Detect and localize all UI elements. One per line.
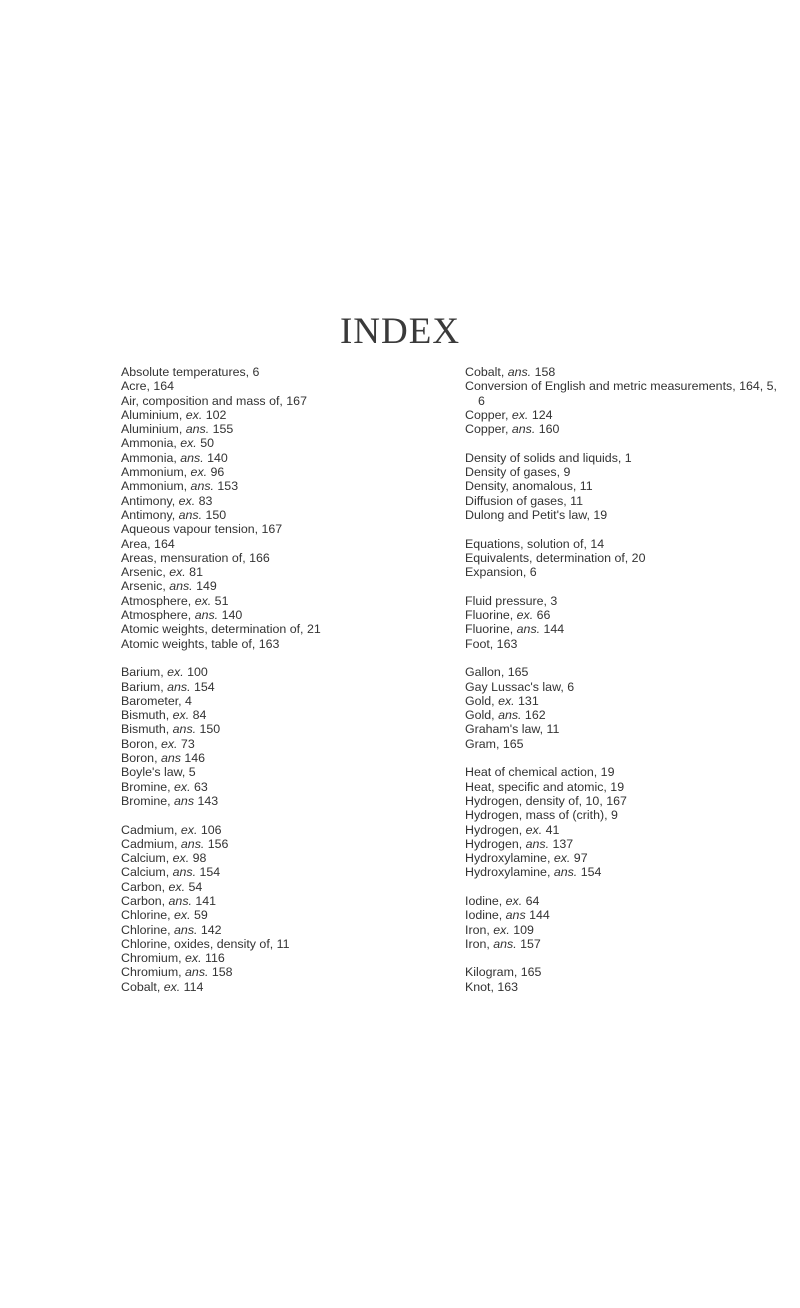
index-entry bbox=[121, 751, 421, 765]
index-entry bbox=[465, 665, 785, 679]
entry-abbreviation: ex. bbox=[553, 851, 571, 866]
entry-text: Aluminium, bbox=[121, 407, 186, 422]
index-entry bbox=[121, 579, 421, 593]
entry-page: 154 bbox=[190, 679, 215, 694]
index-entry bbox=[465, 608, 785, 622]
entry-page: 84 bbox=[189, 708, 207, 723]
index-entry bbox=[121, 737, 421, 751]
entry-abbreviation: ex. bbox=[168, 879, 186, 894]
entry-abbreviation: ans. bbox=[169, 579, 193, 594]
entry-text: Graham's law, 11 bbox=[465, 722, 560, 737]
entry-abbreviation: ans. bbox=[516, 622, 541, 637]
entry-abbreviation: ex. bbox=[160, 736, 178, 751]
index-group bbox=[121, 823, 421, 995]
page-title: INDEX bbox=[339, 310, 461, 352]
entry-text: Cadmium, bbox=[121, 822, 181, 837]
entry-page: 153 bbox=[213, 479, 239, 494]
index-entry bbox=[121, 823, 421, 837]
index-entry bbox=[465, 808, 785, 822]
index-group bbox=[465, 451, 785, 522]
index-entry bbox=[465, 465, 785, 479]
entry-text: Foot, 163 bbox=[465, 636, 518, 651]
entry-text: Iron, bbox=[465, 922, 494, 937]
index-entry bbox=[465, 422, 785, 436]
index-entry bbox=[121, 708, 421, 722]
entry-text: Kilogram, 165 bbox=[465, 965, 542, 980]
entry-page: 124 bbox=[528, 407, 553, 422]
index-entry bbox=[465, 937, 785, 951]
index-entry bbox=[121, 937, 421, 951]
entry-page: 83 bbox=[195, 493, 213, 508]
entry-text: Knot, 163 bbox=[465, 979, 519, 994]
entry-text: Diffusion of gases, 11 bbox=[465, 493, 584, 508]
entry-text: Chlorine, bbox=[121, 922, 175, 937]
entry-text: Ammonium, bbox=[121, 479, 191, 494]
entry-page: 155 bbox=[209, 422, 234, 437]
entry-page: 157 bbox=[516, 936, 541, 951]
index-entry bbox=[121, 923, 421, 937]
index-entry bbox=[121, 880, 421, 894]
index-entry bbox=[465, 508, 785, 522]
entry-abbreviation: ans. bbox=[180, 450, 204, 465]
entry-abbreviation: ex. bbox=[178, 493, 196, 508]
index-entry bbox=[121, 980, 421, 994]
entry-text: Hydrogen, bbox=[465, 822, 526, 837]
index-entry bbox=[121, 665, 421, 679]
index-entry bbox=[121, 680, 421, 694]
entry-page: 140 bbox=[203, 450, 228, 465]
entry-abbreviation: ans. bbox=[185, 965, 209, 980]
entry-text: Calcium, bbox=[121, 851, 173, 866]
entry-abbreviation: ans. bbox=[167, 679, 191, 694]
entry-abbreviation: ans. bbox=[525, 836, 550, 851]
entry-abbreviation: ans. bbox=[498, 708, 522, 723]
entry-abbreviation: ans. bbox=[172, 865, 197, 880]
index-group bbox=[465, 537, 785, 580]
entry-abbreviation: ex. bbox=[172, 708, 190, 723]
index-entry bbox=[121, 522, 421, 536]
index-entry bbox=[465, 851, 785, 865]
index-entry bbox=[465, 837, 785, 851]
index-entry bbox=[465, 551, 785, 565]
entry-page: 98 bbox=[189, 851, 207, 866]
entry-abbreviation: ex. bbox=[185, 407, 203, 422]
index-entry bbox=[121, 608, 421, 622]
index-entry bbox=[121, 694, 421, 708]
index-entry bbox=[121, 908, 421, 922]
entry-page: 54 bbox=[185, 879, 203, 894]
entry-text: Absolute temperatures, 6 bbox=[121, 365, 260, 379]
index-entry bbox=[465, 622, 785, 636]
index-entry bbox=[465, 479, 785, 493]
entry-text: Arsenic, bbox=[121, 565, 170, 580]
entry-abbreviation: ans. bbox=[190, 479, 214, 494]
index-column-right bbox=[465, 365, 785, 1008]
entry-text: Carbon, bbox=[121, 893, 169, 908]
index-entry bbox=[465, 823, 785, 837]
entry-abbreviation: ans. bbox=[553, 865, 578, 880]
index-entry bbox=[465, 794, 785, 808]
index-entry bbox=[121, 565, 421, 579]
index-entry bbox=[465, 737, 785, 751]
entry-abbreviation: ex. bbox=[185, 951, 202, 966]
index-entry bbox=[121, 394, 421, 408]
entry-page: 150 bbox=[196, 722, 221, 737]
index-column-left bbox=[121, 365, 421, 1008]
index-entry bbox=[121, 508, 421, 522]
entry-text: Arsenic, bbox=[121, 579, 170, 594]
entry-text: Gold, bbox=[465, 693, 499, 708]
entry-text: Area, 164 bbox=[121, 536, 175, 551]
index-entry bbox=[465, 637, 785, 651]
index-group bbox=[465, 965, 785, 994]
entry-abbreviation: ex. bbox=[167, 665, 184, 680]
entry-text: Conversion of English and metric measurements, 164, 5, 6 bbox=[465, 379, 777, 408]
entry-page: 106 bbox=[197, 822, 222, 837]
index-entry bbox=[121, 436, 421, 450]
index-entry bbox=[465, 894, 785, 908]
entry-page: 154 bbox=[196, 865, 221, 880]
entry-page: 149 bbox=[192, 579, 217, 594]
index-entry bbox=[465, 494, 785, 508]
entry-page: 158 bbox=[208, 965, 233, 980]
index-entry bbox=[121, 637, 421, 651]
index-entry bbox=[121, 379, 421, 393]
index-entry bbox=[465, 408, 785, 422]
entry-page: 41 bbox=[542, 822, 560, 837]
entry-abbreviation: ans. bbox=[511, 422, 536, 437]
entry-text: Gay Lussac's law, 6 bbox=[465, 679, 575, 694]
index-entry bbox=[121, 780, 421, 794]
index-entry bbox=[121, 551, 421, 565]
entry-page: 150 bbox=[202, 507, 227, 522]
entry-abbreviation: ex. bbox=[190, 465, 208, 480]
entry-text: Fluorine, bbox=[465, 622, 517, 637]
index-group bbox=[465, 894, 785, 951]
index-entry bbox=[121, 594, 421, 608]
entry-text: Barium, bbox=[121, 665, 168, 680]
entry-text: Boron, bbox=[121, 751, 161, 766]
entry-text: Air, composition and mass of, 167 bbox=[121, 393, 307, 408]
index-group bbox=[121, 665, 421, 808]
entry-abbreviation: ans. bbox=[172, 722, 197, 737]
entry-page: 102 bbox=[202, 407, 227, 422]
index-entry bbox=[465, 594, 785, 608]
entry-page: 144 bbox=[540, 622, 565, 637]
entry-abbreviation: ex. bbox=[525, 822, 543, 837]
entry-text: Cadmium, bbox=[121, 836, 181, 851]
entry-page: 100 bbox=[183, 665, 208, 680]
entry-text: Fluid pressure, 3 bbox=[465, 593, 558, 608]
index-entry bbox=[465, 565, 785, 579]
entry-text: Calcium, bbox=[121, 865, 173, 880]
index-entry bbox=[121, 794, 421, 808]
index-entry bbox=[465, 680, 785, 694]
index-entry bbox=[121, 494, 421, 508]
index-entry bbox=[465, 965, 785, 979]
index-entry bbox=[121, 951, 421, 965]
entry-page: 59 bbox=[190, 908, 208, 923]
entry-abbreviation: ex. bbox=[180, 436, 197, 451]
entry-abbreviation: ans. bbox=[178, 507, 203, 522]
entry-page: 142 bbox=[197, 922, 222, 937]
entry-page: 160 bbox=[535, 422, 560, 437]
entry-abbreviation: ex. bbox=[516, 608, 534, 623]
entry-page: 81 bbox=[185, 565, 203, 580]
index-entry bbox=[121, 722, 421, 736]
entry-page: 51 bbox=[211, 593, 229, 608]
entry-abbreviation: ans bbox=[505, 908, 526, 923]
entry-text: Bismuth, bbox=[121, 708, 173, 723]
index-entry bbox=[121, 465, 421, 479]
entry-text: Areas, mensuration of, 166 bbox=[121, 550, 270, 565]
entry-text: Hydrogen, density of, 10, 167 bbox=[465, 793, 627, 808]
index-entry bbox=[465, 537, 785, 551]
index-entry bbox=[465, 908, 785, 922]
index-entry bbox=[121, 765, 421, 779]
entry-page: 73 bbox=[177, 736, 195, 751]
entry-abbreviation: ex. bbox=[194, 593, 212, 608]
entry-text: Antimony, bbox=[121, 507, 179, 522]
entry-text: Bromine, bbox=[121, 793, 175, 808]
entry-page: 144 bbox=[525, 908, 550, 923]
entry-text: Boron, bbox=[121, 736, 161, 751]
entry-text: Heat, specific and atomic, 19 bbox=[465, 779, 625, 794]
entry-abbreviation: ans. bbox=[174, 922, 198, 937]
entry-page: 96 bbox=[207, 465, 225, 480]
entry-text: Bromine, bbox=[121, 779, 175, 794]
entry-text: Hydroxylamine, bbox=[465, 865, 554, 880]
entry-abbreviation: ans. bbox=[185, 422, 210, 437]
index-entry bbox=[465, 379, 785, 408]
entry-abbreviation: ex. bbox=[172, 851, 190, 866]
entry-text: Gallon, 165 bbox=[465, 665, 529, 680]
index-entry bbox=[121, 965, 421, 979]
entry-text: Chromium, bbox=[121, 951, 186, 966]
entry-text: Barometer, 4 bbox=[121, 693, 192, 708]
entry-text: Bismuth, bbox=[121, 722, 173, 737]
entry-text: Equations, solution of, 14 bbox=[465, 536, 605, 551]
entry-page: 154 bbox=[577, 865, 602, 880]
entry-page: 141 bbox=[191, 893, 217, 908]
entry-page: 158 bbox=[531, 365, 556, 379]
entry-text: Aluminium, bbox=[121, 422, 186, 437]
index-entry bbox=[465, 451, 785, 465]
index-entry bbox=[121, 422, 421, 436]
entry-text: Hydroxylamine, bbox=[465, 851, 554, 866]
entry-text: Density, anomalous, 11 bbox=[465, 479, 593, 494]
entry-text: Chlorine, oxides, density of, 11 bbox=[121, 936, 290, 951]
entry-abbreviation: ex. bbox=[174, 779, 191, 794]
entry-page: 143 bbox=[194, 793, 219, 808]
index-entry bbox=[465, 923, 785, 937]
index-entry bbox=[121, 537, 421, 551]
entry-abbreviation: ans. bbox=[507, 365, 532, 379]
entry-text: Carbon, bbox=[121, 879, 169, 894]
index-entry bbox=[465, 722, 785, 736]
index-entry bbox=[465, 980, 785, 994]
index-entry bbox=[465, 780, 785, 794]
entry-page: 63 bbox=[190, 779, 208, 794]
entry-text: Chlorine, bbox=[121, 908, 175, 923]
entry-text: Copper, bbox=[465, 422, 512, 437]
entry-page: 64 bbox=[522, 893, 540, 908]
index-entry bbox=[121, 622, 421, 636]
entry-text: Iodine, bbox=[465, 893, 506, 908]
entry-text: Aqueous vapour tension, 167 bbox=[121, 522, 283, 537]
index-entry bbox=[121, 365, 421, 379]
entry-text: Chromium, bbox=[121, 965, 186, 980]
entry-text: Iodine, bbox=[465, 908, 506, 923]
entry-text: Acre, 164 bbox=[121, 379, 175, 394]
entry-page: 109 bbox=[509, 922, 534, 937]
entry-text: Atmosphere, bbox=[121, 608, 195, 623]
index-group bbox=[121, 365, 421, 651]
entry-text: Equivalents, determination of, 20 bbox=[465, 550, 646, 565]
index-group bbox=[465, 365, 785, 436]
entry-text: Barium, bbox=[121, 679, 168, 694]
entry-text: Expansion, 6 bbox=[465, 565, 537, 580]
entry-abbreviation: ex. bbox=[163, 979, 181, 994]
entry-text: Density of solids and liquids, 1 bbox=[465, 450, 632, 465]
entry-text: Ammonium, bbox=[121, 465, 191, 480]
index-group bbox=[465, 665, 785, 751]
entry-text: Ammonia, bbox=[121, 450, 181, 465]
entry-text: Gold, bbox=[465, 708, 499, 723]
entry-abbreviation: ex. bbox=[493, 922, 510, 937]
index-group bbox=[465, 594, 785, 651]
entry-page: 140 bbox=[218, 608, 243, 623]
index-entry bbox=[465, 708, 785, 722]
index-group bbox=[465, 765, 785, 879]
entry-page: 137 bbox=[549, 836, 574, 851]
entry-page: 50 bbox=[196, 436, 214, 451]
entry-text: Gram, 165 bbox=[465, 736, 524, 751]
entry-text: Ammonia, bbox=[121, 436, 181, 451]
entry-text: Heat of chemical action, 19 bbox=[465, 765, 615, 780]
index-entry bbox=[465, 694, 785, 708]
entry-text: Hydrogen, bbox=[465, 836, 526, 851]
entry-abbreviation: ans. bbox=[194, 608, 219, 623]
entry-text: Atmosphere, bbox=[121, 593, 195, 608]
entry-text: Fluorine, bbox=[465, 608, 517, 623]
index-entry bbox=[121, 851, 421, 865]
entry-abbreviation: ans. bbox=[168, 893, 192, 908]
entry-text: Atomic weights, determination of, 21 bbox=[121, 622, 321, 637]
index-entry bbox=[121, 408, 421, 422]
entry-page: 97 bbox=[570, 851, 588, 866]
index-entry bbox=[121, 479, 421, 493]
entry-page: 131 bbox=[514, 693, 539, 708]
entry-page: 114 bbox=[180, 979, 204, 994]
entry-text: Atomic weights, table of, 163 bbox=[121, 636, 280, 651]
entry-text: Cobalt, bbox=[465, 365, 508, 379]
index-entry bbox=[121, 451, 421, 465]
entry-abbreviation: ex. bbox=[511, 407, 529, 422]
entry-text: Iron, bbox=[465, 936, 494, 951]
index-entry bbox=[465, 765, 785, 779]
entry-text: Hydrogen, mass of (crith), 9 bbox=[465, 808, 618, 823]
entry-text: Antimony, bbox=[121, 493, 179, 508]
entry-abbreviation: ex. bbox=[169, 565, 186, 580]
entry-abbreviation: ex. bbox=[180, 822, 198, 837]
entry-abbreviation: ex. bbox=[498, 693, 515, 708]
entry-abbreviation: ans. bbox=[493, 936, 517, 951]
entry-page: 116 bbox=[201, 951, 225, 966]
index-entry bbox=[465, 865, 785, 879]
entry-page: 156 bbox=[204, 836, 229, 851]
index-entry bbox=[465, 365, 785, 379]
entry-text: Density of gases, 9 bbox=[465, 465, 571, 480]
entry-text: Cobalt, bbox=[121, 979, 164, 994]
entry-text: Copper, bbox=[465, 407, 512, 422]
entry-abbreviation: ex. bbox=[505, 893, 523, 908]
entry-abbreviation: ans bbox=[160, 751, 181, 766]
entry-page: 66 bbox=[533, 608, 551, 623]
entry-page: 162 bbox=[521, 708, 546, 723]
entry-abbreviation: ex. bbox=[174, 908, 191, 923]
index-entry bbox=[121, 894, 421, 908]
entry-text: Boyle's law, 5 bbox=[121, 765, 196, 780]
entry-abbreviation: ans bbox=[174, 793, 195, 808]
entry-page: 146 bbox=[180, 751, 206, 766]
index-entry bbox=[121, 837, 421, 851]
entry-abbreviation: ans. bbox=[180, 836, 205, 851]
index-entry bbox=[121, 865, 421, 879]
entry-text: Dulong and Petit's law, 19 bbox=[465, 507, 608, 522]
